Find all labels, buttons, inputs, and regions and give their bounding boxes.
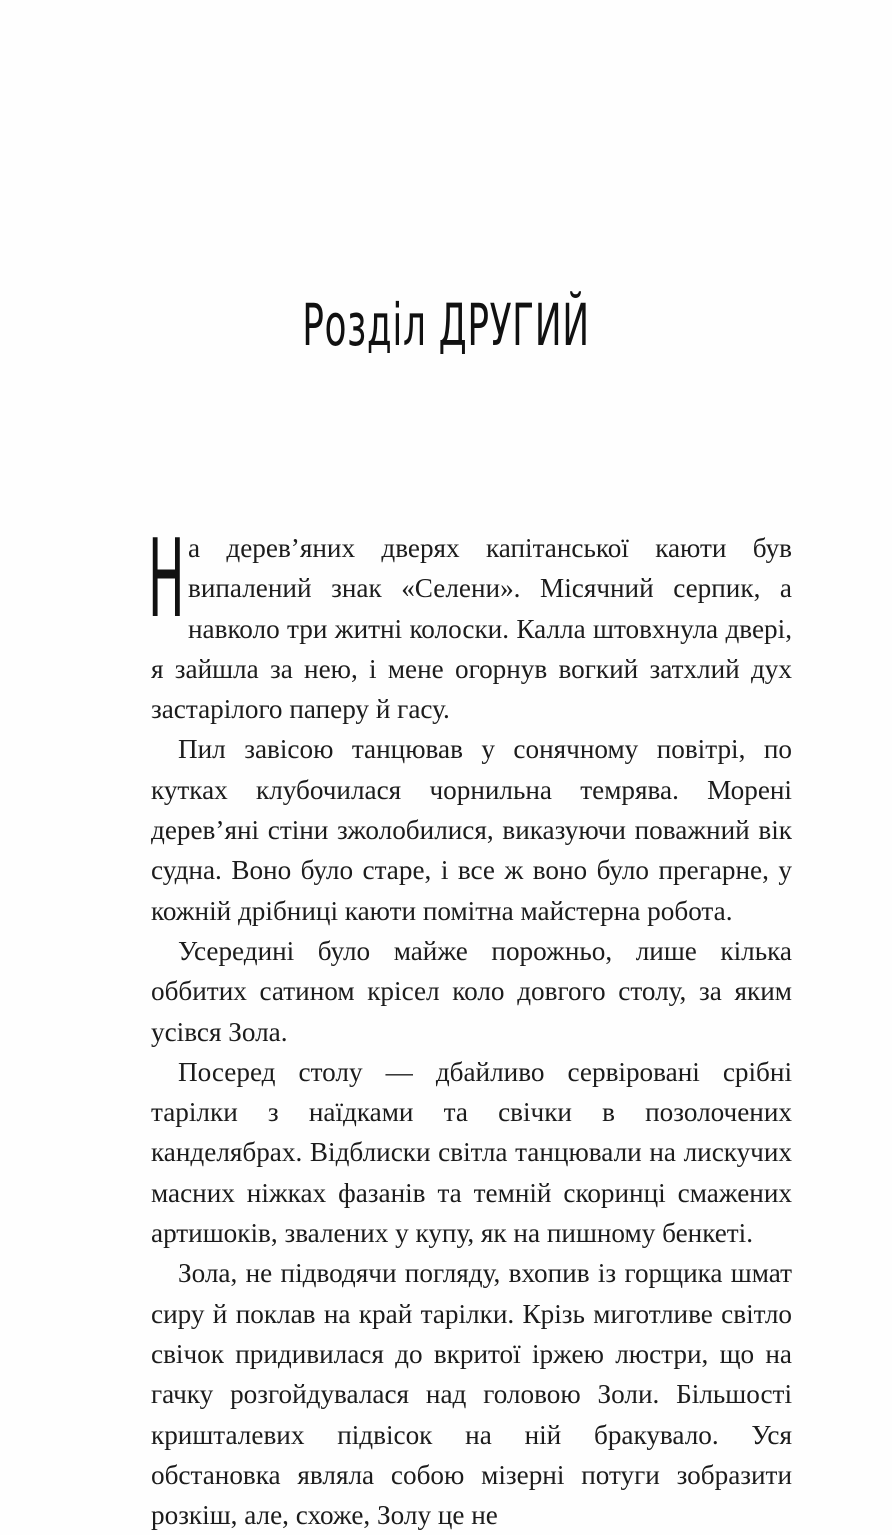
paragraph-4: Посеред столу — дбайливо сервіровані срібні тарілки з наїдками та свічки в позолочених канделябрах. Відблиски світла танцювали на лискучих масних ніжках фазанів та темній скоринці смажених артишоків, звалених у купу, як на пишному бенкеті.	[151, 1056, 792, 1249]
paragraph-1	[148, 517, 792, 729]
paragraph-3: Усередині було майже порожньо, лише кілька оббитих сатином крісел коло довгого столу, за яким усівся Зола.	[151, 935, 792, 1047]
drop-cap: Н	[148, 517, 185, 642]
paragraph-1-text: а дерев’яних дверях капітанської каюти був випалений знак «Селени». Місячний серпик, а навколо три житні колоски. Калла штовхнула двері, я зайшла за нею, і мене огорнув вогкий затхлий дух застарілого паперу й гасу.	[151, 533, 792, 725]
chapter-body	[148, 517, 792, 1535]
paragraph-2: Пил завісою танцював у сонячному повітрі, по кутках клубочилася чорнильна темрява. Морені дерев’яні стіни зжолобилися, виказуючи поважний вік судна. Воно було старе, і все ж воно було прегарне, у кожній дрібниці каюти помітна майстерна робота.	[151, 734, 792, 926]
chapter-title: Розділ ДРУГИЙ	[302, 291, 590, 359]
paragraph-5: Зола, не підводячи погляду, вхопив із горщика шмат сиру й поклав на край тарілки. Крізь миготливе світло свічок придивилася до вкритої іржею люстри, що на гачку розгойдувалася над головою Золи. Більшості кришталевих підвісок на ній бракувало. Уся обстановка являла собою мізерні потуги зобразити розкіш, але, схоже, Золу це не	[151, 1258, 792, 1531]
